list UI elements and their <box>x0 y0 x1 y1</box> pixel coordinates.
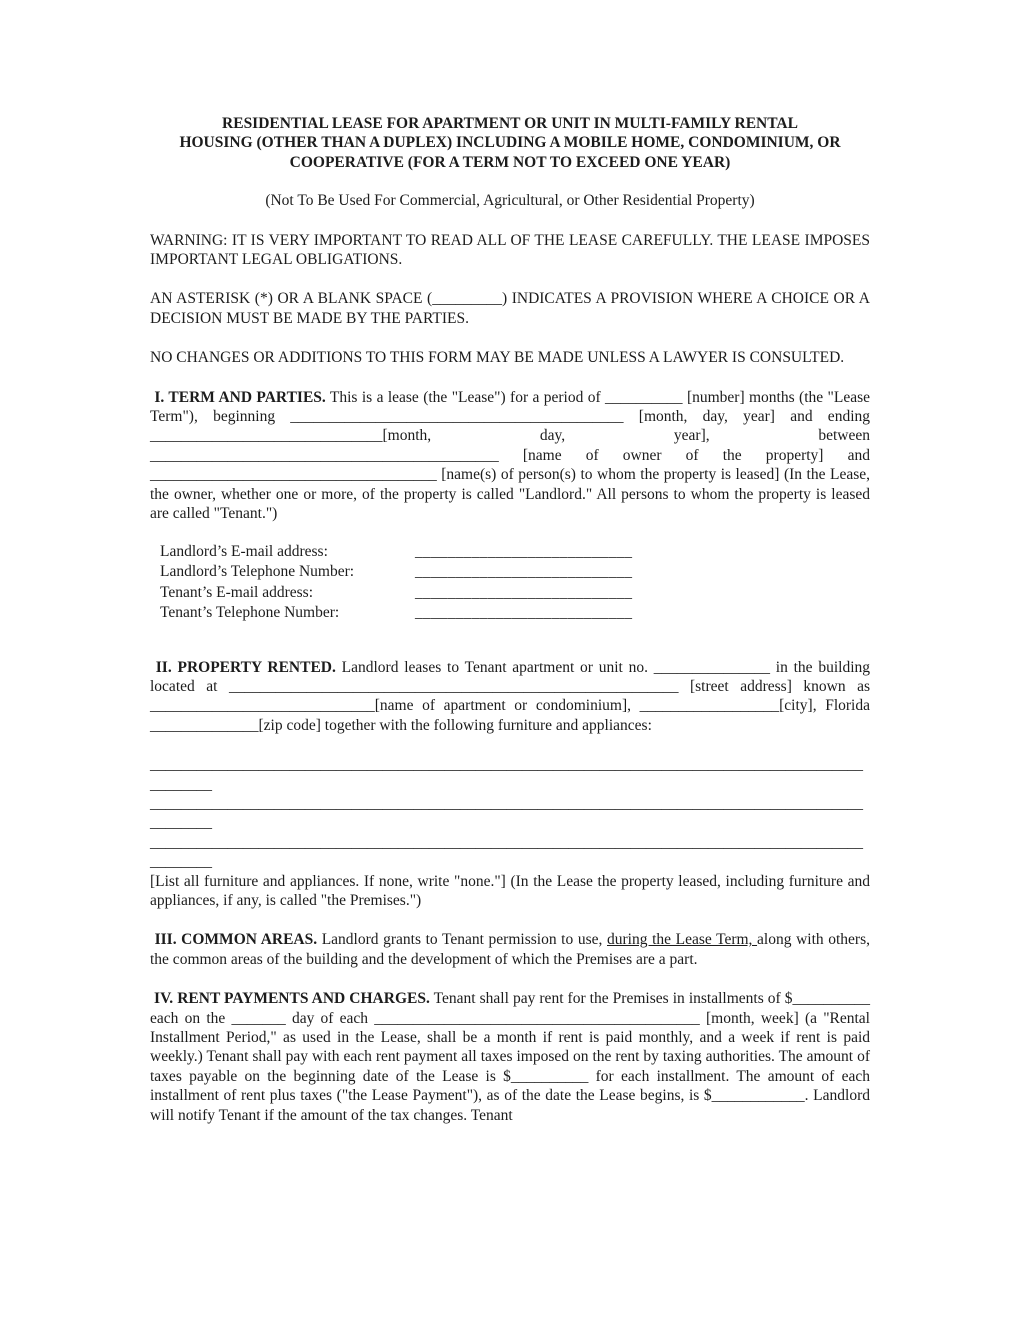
section-3-heading: III. COMMON AREAS. <box>150 931 318 949</box>
document-title-line: RESIDENTIAL LEASE FOR APARTMENT OR UNIT IN MULTI-FAMILY RENTAL <box>222 115 798 132</box>
contact-row <box>160 542 870 563</box>
furniture-blank-line: ____________________________________________________________________________________________________ <box>150 833 863 871</box>
document-subtitle: (Not To Be Used For Commercial, Agricultural, or Other Residential Property) <box>265 192 755 210</box>
furniture-blank-lines <box>150 755 870 871</box>
contact-block <box>150 542 870 624</box>
asterisk-notice: AN ASTERISK (*) OR A BLANK SPACE (_________) INDICATES A PROVISION WHERE A CHOICE OR A DECISION MUST BE MADE BY THE PARTIES. <box>150 290 870 327</box>
furniture-note: [List all furniture and appliances. If none, write "none."] (In the Lease the property leased, including furniture and appliances, if any, is called "the Premises.") <box>150 872 870 909</box>
tenant-email-label: Tenant’s E-mail address: <box>160 583 314 601</box>
tenant-email-blank-line: ___________________________ <box>415 583 633 601</box>
furniture-blank-line: ____________________________________________________________________________________________________ <box>150 756 863 793</box>
section-2-heading: II. PROPERTY RENTED. <box>150 658 336 676</box>
section-property-rented: II. PROPERTY RENTED. Landlord leases to Tenant apartment or unit no. _______________ in the building located at __________________________________________________________ [street address] known as _____________________________[name of apartment or condominium], __________________[city], Florida ______________[zip code] together with the following furniture and appliances: <box>150 658 870 734</box>
landlord-email-label: Landlord’s E-mail address: <box>160 542 328 560</box>
contact-row <box>160 583 870 604</box>
tenant-phone-label: Tenant’s Telephone Number: <box>160 604 340 621</box>
tenant-phone-blank-line: ___________________________ <box>415 604 633 621</box>
landlord-email-blank-line: ___________________________ <box>415 542 633 560</box>
section-1-heading: I. TERM AND PARTIES. <box>150 388 326 406</box>
section-term-and-parties: I. TERM AND PARTIES. This is a lease (the "Lease") for a period of __________ [number] months (the "Lease Term"), beginning ___________________________________________ [month, day, year] and ending ______________________________[month, day, year], between _____________________________________________ [name of owner of the property] and _____________________________________ [name(s) of person(s) to whom the property is leased] (In the Lease, the owner, whether one or more, of the property is called "Landlord." All persons to whom the property is leased are called "Tenant.") <box>150 388 870 523</box>
landlord-phone-blank-line: ___________________________ <box>415 563 633 580</box>
warning-notice: WARNING: IT IS VERY IMPORTANT TO READ ALL OF THE LEASE CAREFULLY. THE LEASE IMPOSES IMPORTANT LEGAL OBLIGATIONS. <box>150 231 870 269</box>
contact-row <box>160 603 870 624</box>
section-common-areas: III. COMMON AREAS. Landlord grants to Tenant permission to use, during the Lease Term, along with others, the common areas of the building and the development of which the Premises are a part. <box>150 931 871 968</box>
document-title-line: HOUSING (OTHER THAN A DUPLEX) INCLUDING A MOBILE HOME, CONDOMINIUM, OR <box>179 134 841 152</box>
section-rent-payments: IV. RENT PAYMENTS AND CHARGES. Tenant shall pay rent for the Premises in installments of $__________ each on the _______ day of each __________________________________________ [month, week] (a "Rental Installment Period," as used in the Lease, shall be a month if rent is paid monthly, and a week if rent is paid weekly.) Tenant shall pay with each rent payment all taxes imposed on the rent by taxing authorities. The amount of taxes payable on the beginning date of the Lease is $__________ for each installment. The amount of each installment of rent plus taxes ("the Lease Payment"), as of the date the Lease begins, is $____________. Landlord will notify Tenant if the amount of the tax changes. Tenant <box>150 990 871 1124</box>
document-title <box>150 114 870 172</box>
furniture-blank-line: ____________________________________________________________________________________________________ <box>150 794 863 832</box>
contact-row <box>160 562 870 583</box>
landlord-phone-label: Landlord’s Telephone Number: <box>160 563 355 580</box>
document-title-line: COOPERATIVE (FOR A TERM NOT TO EXCEED ONE YEAR) <box>289 153 731 171</box>
section-4-heading: IV. RENT PAYMENTS AND CHARGES. <box>150 990 430 1008</box>
no-changes-notice: NO CHANGES OR ADDITIONS TO THIS FORM MAY BE MADE UNLESS A LAWYER IS CONSULTED. <box>150 349 845 367</box>
